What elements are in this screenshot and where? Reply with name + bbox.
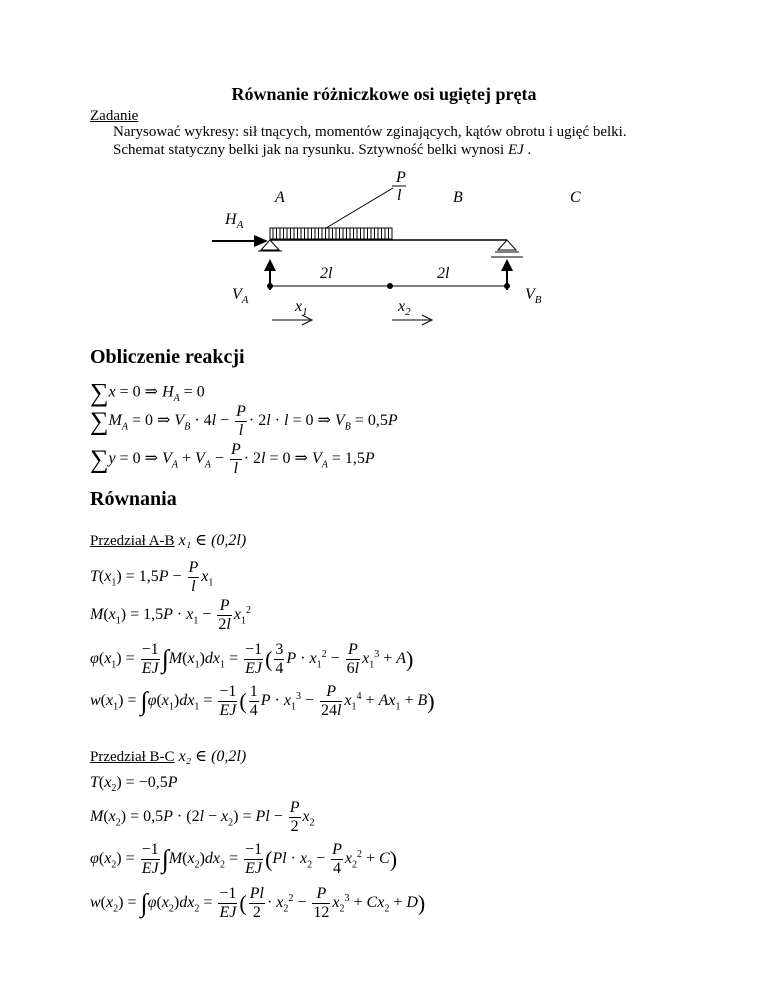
task-line-1: Narysować wykresy: sił tnących, momentów zginających, kątów obrotu i ugięć belki.: [113, 124, 627, 140]
task-line-2-end: .: [523, 142, 532, 158]
load-label-num: P: [396, 169, 406, 186]
ha-label: [224, 211, 244, 231]
interval-bc-label: Przedział B-C: [90, 749, 175, 765]
interval-ab-label: Przedział A-B: [90, 533, 175, 549]
va-arrow-head: [264, 259, 276, 271]
va-label: [232, 286, 249, 306]
support-c: [498, 240, 516, 250]
equation-w-x2: $w(x_2) = \int\varphi(x_2)dx_2$ = $\frac{-1}{EJ}$ ( $\frac{Pl}{2}$ · $x_2^2$ − $\frac{P}{12}$ $x_2^3 + Cx_2 + D$): [90, 885, 426, 921]
interval-ab-expr: x₁ ∈ (0,2l): [178, 532, 247, 549]
vb-label-sub: B: [534, 294, 542, 306]
equation-t-x2: $T(x_2) = -0,5P$: [90, 774, 178, 795]
ha-label-sub: A: [236, 219, 244, 231]
task-line-2-text: Schemat statyczny belki jak na rysunku. Sztywność belki wynosi: [113, 142, 508, 158]
x2-label: [397, 298, 411, 318]
load-label-den: l: [397, 187, 402, 204]
equation-m-x2: $M(x_2) = 0,5P \cdot (2l - x_2) = Pl$ − $\frac{P}{2}$ $x_2$: [90, 799, 315, 835]
equation-w-x1: $w(x_1) = \int\varphi(x_1)dx_1$ = $\frac{-1}{EJ}$ ( $\frac{1}{4}$ $P \cdot x_1^3$ − $\frac{P}{24l}$ $x_1^4 + Ax_1 + B$): [90, 683, 435, 719]
equation-phi-x1: $\varphi(x_1)$ = $\frac{-1}{EJ}$ $\int M(x_1)dx_1$ = $\frac{-1}{EJ}$ ( $\frac{3}{4}$ $P \cdot x_1^2$ − $\frac{P}{6l}$ $x_1^3 + A$): [90, 641, 414, 677]
point-c-label: C: [570, 189, 581, 206]
task-line-2: [113, 142, 531, 159]
distributed-load: [270, 228, 392, 239]
vb-label-main: V: [525, 286, 535, 303]
vb-label: [525, 286, 542, 306]
dim-point-c: [504, 283, 510, 289]
interval-ab: [90, 530, 246, 550]
span-1-label: 2l: [320, 265, 333, 282]
stiffness-symbol: EJ: [507, 142, 524, 158]
equation-phi-x2: $\varphi(x_2)$ = $\frac{-1}{EJ}$ $\int M(x_2)dx_2$ = $\frac{-1}{EJ}$ ($Pl \cdot x_2$ − $\frac{P}{4}$ $x_2^2 + C$): [90, 841, 398, 877]
dim-point-a: [267, 283, 273, 289]
interval-bc-expr: x₂ ∈ (0,2l): [178, 748, 247, 765]
x1-label: [294, 298, 308, 318]
equation-m-x1: $M(x_1) = 1,5P \cdot x_1$ − $\frac{P}{2l}$ $x_1^2$: [90, 597, 251, 633]
vb-arrow-head: [501, 259, 513, 271]
equation-sum-moments: $\sum M_A = 0$ ⇒ $V_B \cdot 4l$ − $\frac{P}{l}$ · 2l · l = 0 ⇒ $V_B = 0,5P$: [90, 403, 398, 439]
point-b-label: B: [453, 189, 463, 206]
equation-sum-y: ∑y = 0 ⇒ $V_A + V_A$ − $\frac{P}{l}$ · 2l = 0 ⇒ $V_A = 1,5P$: [90, 441, 375, 477]
beam-diagram: [0, 160, 768, 340]
va-label-main: V: [232, 286, 242, 303]
x1-label-sub: 1: [302, 306, 308, 318]
section-reactions-heading: Obliczenie reakcji: [90, 346, 245, 368]
span-2-label: 2l: [437, 265, 450, 282]
section-equations-heading: Równania: [90, 488, 177, 510]
ha-label-main: H: [225, 211, 237, 228]
x2-label-sub: 2: [405, 306, 411, 318]
task-heading: Zadanie: [90, 108, 139, 124]
interval-bc: [90, 746, 246, 766]
page-title: Równanie różniczkowe osi ugiętej pręta: [231, 84, 537, 104]
equation-sum-x: ∑x = 0 ⇒ $H_A = 0$: [90, 378, 205, 407]
x1-label-main: x: [295, 298, 303, 315]
x2-label-main: x: [398, 298, 406, 315]
equation-t-x1: $T(x_1) = 1,5P$ − $\frac{P}{l}$ $x_1$: [90, 559, 214, 595]
point-a-label: A: [275, 189, 285, 206]
dim-point-b: [387, 283, 393, 289]
va-label-sub: A: [241, 294, 249, 306]
